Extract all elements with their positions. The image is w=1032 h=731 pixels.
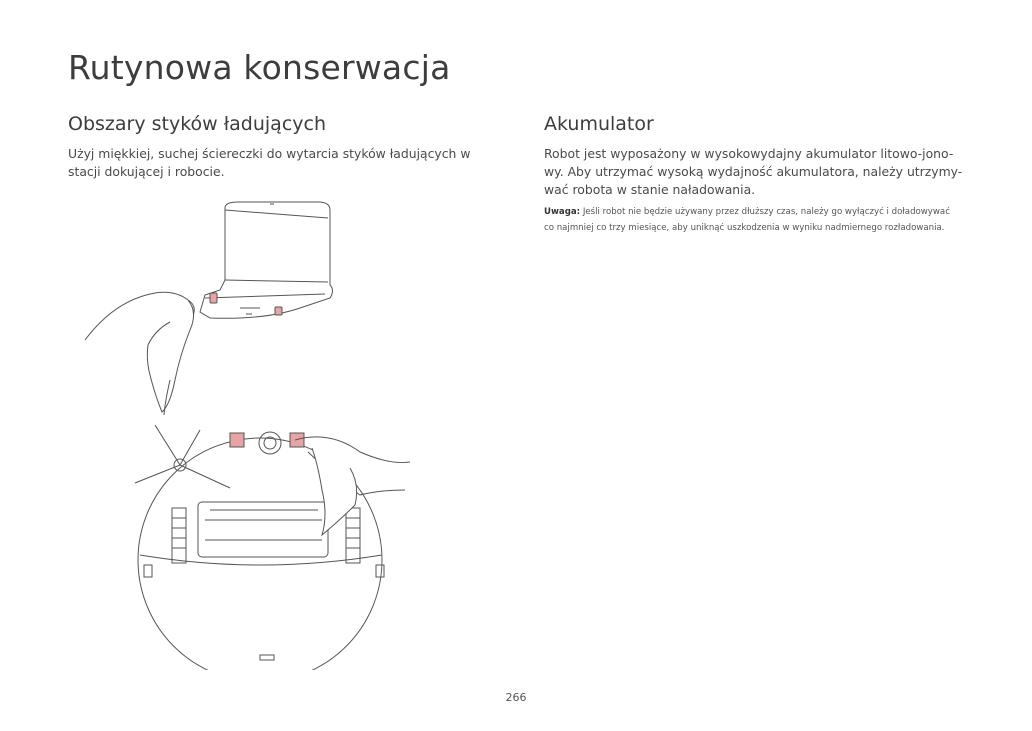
- page-number: 266: [505, 691, 527, 704]
- battery-text-line1: Robot jest wyposażony w wysokowydajny akumulator litowo-jono-: [544, 146, 954, 161]
- charging-contacts-heading: Obszary styków ładujących: [68, 113, 326, 135]
- note-label: Uwaga:: [544, 207, 581, 217]
- robot-contact-left: [230, 433, 244, 447]
- battery-text-line2: wy. Aby utrzymać wysoką wydajność akumulatora, należy utrzymy-: [544, 164, 963, 179]
- note-line2: co najmniej co trzy miesiące, aby uniknąć uszkodzenia w wyniku nadmiernego rozładowania.: [544, 223, 945, 233]
- charging-contacts-text: [68, 145, 470, 181]
- hand-cloth-dock-drawing: [85, 292, 194, 415]
- battery-text-line3: wać robota w stanie naładowania.: [544, 182, 756, 197]
- dock-contact-left: [210, 293, 217, 303]
- dock-contact-right: [275, 307, 282, 315]
- robot-contact-right: [290, 433, 304, 447]
- docking-station-drawing: [200, 202, 333, 318]
- charging-contacts-text-line1: Użyj miękkiej, suchej ściereczki do wytarcia styków ładujących w: [68, 146, 471, 161]
- page-title: Rutynowa konserwacja: [68, 48, 451, 87]
- charging-contacts-text-line2: stacji dokującej i robocie.: [68, 164, 225, 179]
- battery-heading: Akumulator: [544, 113, 654, 135]
- maintenance-illustration: [60, 190, 420, 670]
- note-line1: Jeśli robot nie będzie używany przez dłuższy czas, należy go wyłączyć i doładowywać: [582, 207, 950, 217]
- battery-note: [544, 204, 950, 236]
- battery-text: [544, 145, 962, 199]
